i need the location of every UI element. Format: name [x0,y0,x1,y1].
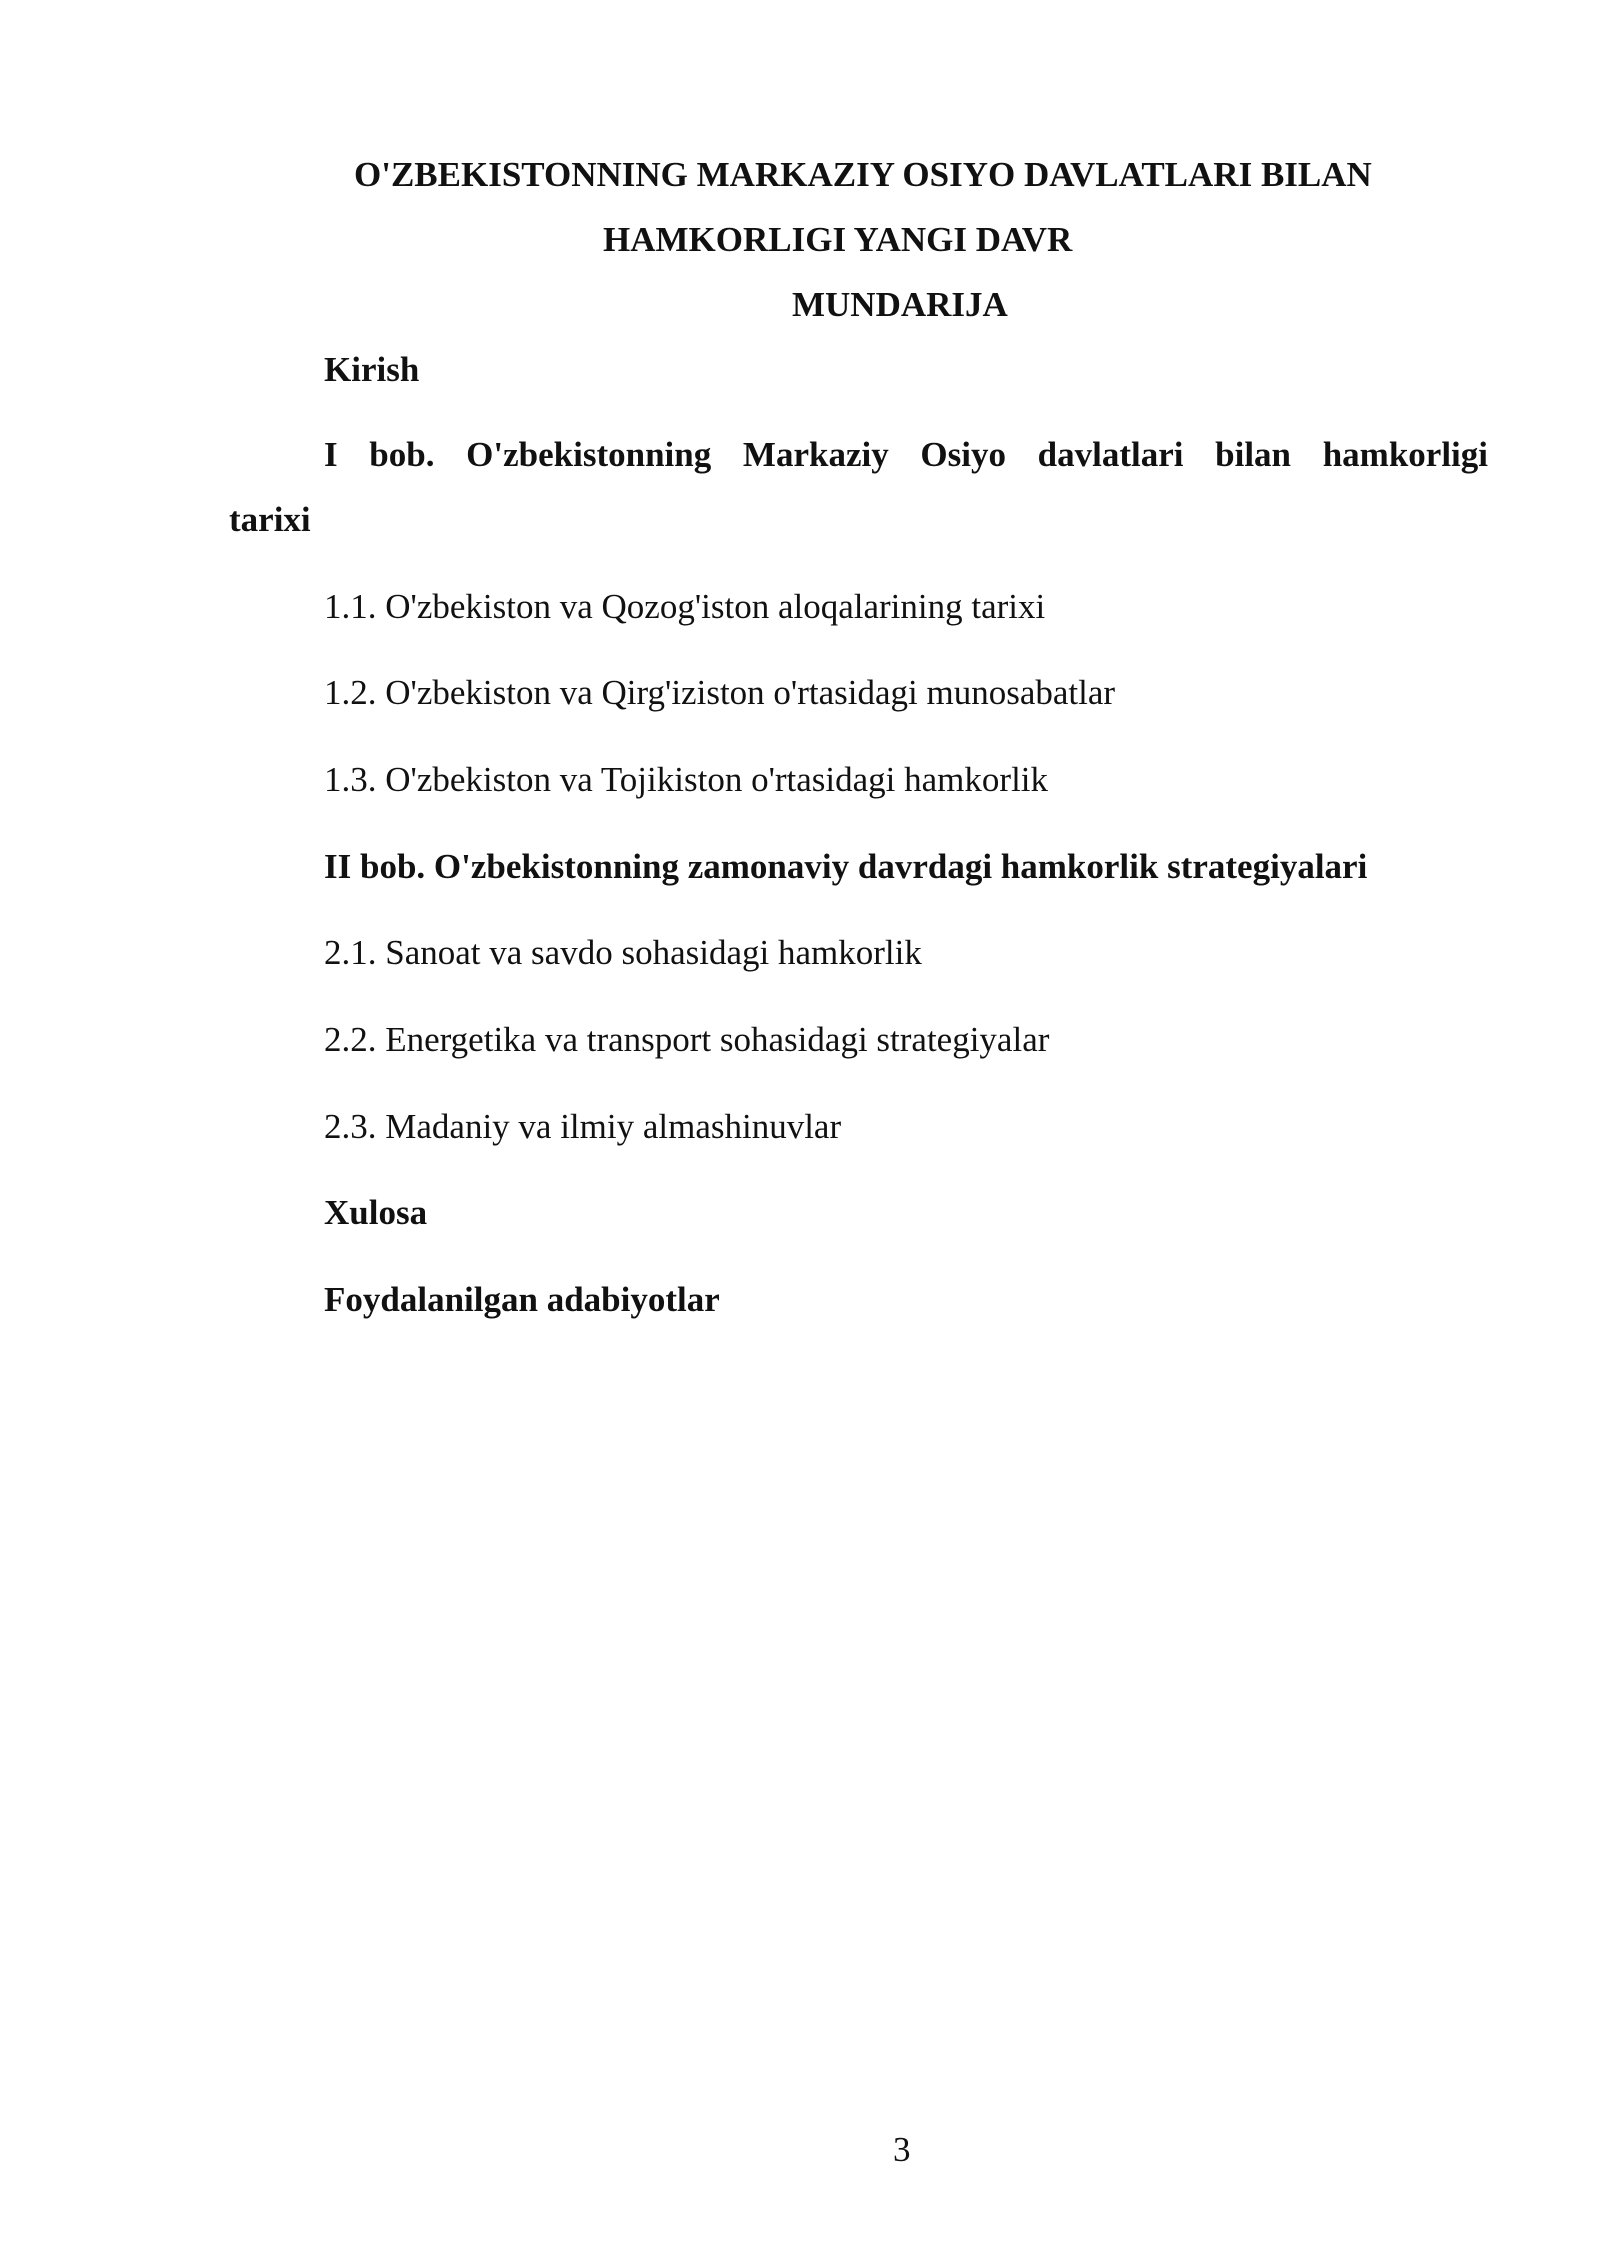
toc-chapter-1-title: I bob. O'zbekistonning Markaziy Osiyo davlatlari bilan hamkorligi [324,435,1488,474]
toc-section-2-3: 2.3. Madaniy va ilmiy almashinuvlar [324,1107,842,1146]
toc-conclusion: Xulosa [324,1193,428,1232]
toc-references: Foydalanilgan adabiyotlar [324,1280,720,1319]
toc-section-2-1: 2.1. Sanoat va savdo sohasidagi hamkorlik [324,933,922,972]
toc-section-1-1: 1.1. O'zbekiston va Qozog'iston aloqalarining tarixi [324,587,1046,626]
page-number: 3 [893,2130,911,2169]
toc-chapter-1-title-continued: tarixi [229,500,311,539]
toc-section-1-3: 1.3. O'zbekiston va Tojikiston o'rtasidagi hamkorlik [324,760,1049,799]
toc-section-1-2: 1.2. O'zbekiston va Qirg'iziston o'rtasidagi munosabatlar [324,673,1116,712]
toc-chapter-2-title: II bob. O'zbekistonning zamonaviy davrdagi hamkorlik strategiyalari [324,847,1368,886]
document-title-line-1: O'ZBEKISTONNING MARKAZIY OSIYO DAVLATLARI BILAN [354,155,1372,194]
toc-intro: Kirish [324,350,420,389]
toc-section-2-2: 2.2. Energetika va transport sohasidagi strategiyalar [324,1020,1050,1059]
document-title-line-2: HAMKORLIGI YANGI DAVR [603,220,1073,259]
table-of-contents-heading: MUNDARIJA [792,285,1008,324]
